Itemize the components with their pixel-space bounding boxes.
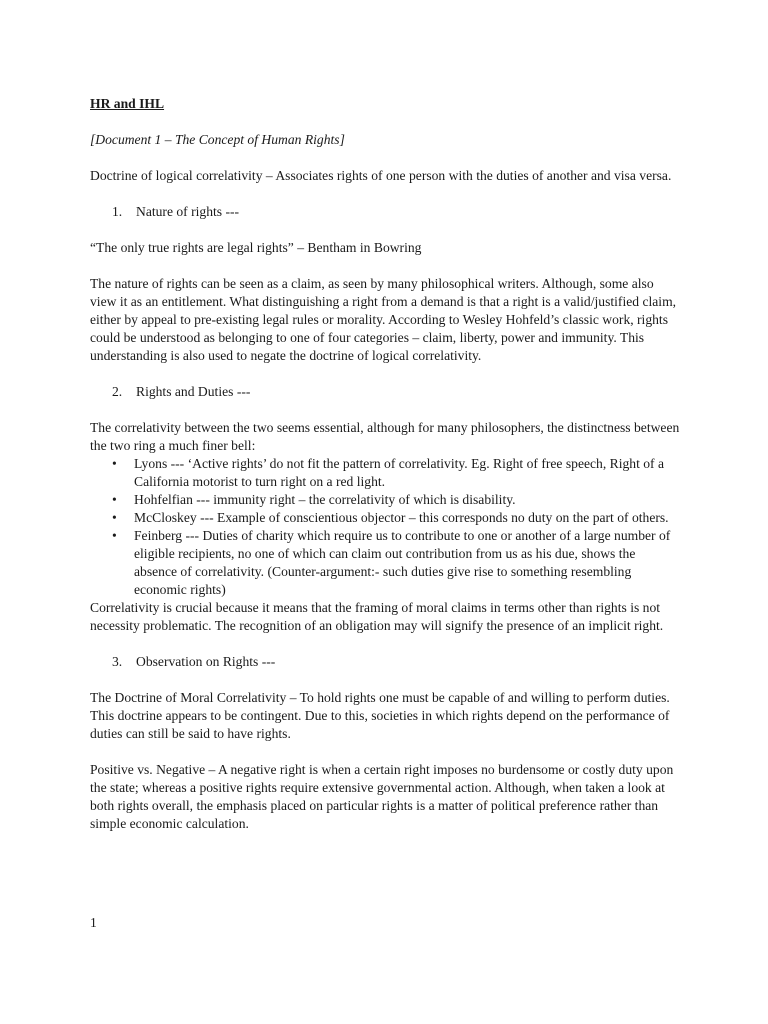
philosopher-bullet-list [90, 455, 680, 599]
section-heading-nature [112, 203, 680, 221]
intro-paragraph: Doctrine of logical correlativity – Associates rights of one person with the duties of another and visa versa. [90, 168, 672, 183]
section-number: 3. [112, 654, 123, 669]
correlativity-paragraph: Correlativity is crucial because it means that the framing of moral claims in terms other than rights is not necessity problematic. The recognition of an obligation may will signify the presence of an implicit right. [90, 600, 664, 633]
bullet-icon: • [112, 528, 117, 543]
list-item [90, 491, 680, 509]
nature-paragraph: The nature of rights can be seen as a claim, as seen by many philosophical writers. Although, some also view it as an entitlement. What distinguishing a right from a demand is that a right is a valid/justified claim, either by appeal to pre-existing legal rules or morality. According to Wesley Hohfeld’s classic work, rights could be understood as belonging to one of four categories – claim, liberty, power and immunity. This understanding is also used to negate the doctrine of logical correlativity. [90, 276, 677, 363]
section-number: 2. [112, 384, 123, 399]
bullet-icon: • [112, 492, 117, 507]
section-number: 1. [112, 204, 123, 219]
section-label: Rights and Duties --- [136, 384, 251, 399]
list-item-text: Feinberg --- Duties of charity which require us to contribute to one or another of a large number of eligible recipients, no one of which can claim out contribution from us as his due, shows the absence of correlativity. (Counter-argument:- such duties give rise to something resembling economic rights) [134, 528, 671, 597]
section-heading-observation [112, 653, 680, 671]
document-title: HR and IHL [90, 96, 165, 111]
document-reference: [Document 1 – The Concept of Human Rights] [90, 132, 345, 147]
bentham-quote: “The only true rights are legal rights” – Bentham in Bowring [90, 240, 422, 255]
list-item [90, 455, 680, 491]
list-item [90, 509, 680, 527]
list-item-text: Hohfelfian --- immunity right – the correlativity of which is disability. [134, 492, 516, 507]
moral-correlativity-paragraph: The Doctrine of Moral Correlativity – To hold rights one must be capable of and willing to perform duties. This doctrine appears to be contingent. Due to this, societies in which rights depend on the performance of duties can still be said to have rights. [90, 690, 670, 741]
section-label: Nature of rights --- [136, 204, 240, 219]
section-heading-duties [112, 383, 680, 401]
page-number: 1 [90, 915, 97, 930]
positive-negative-paragraph: Positive vs. Negative – A negative right is when a certain right imposes no burdensome or costly duty upon the state; whereas a positive rights require extensive governmental action. Although, when taken a look at both rights overall, the emphasis placed on particular rights is a matter of political preference rather than simple economic calculation. [90, 762, 674, 831]
bullet-icon: • [112, 510, 117, 525]
document-body [90, 95, 680, 851]
section-label: Observation on Rights --- [136, 654, 276, 669]
list-item [90, 527, 680, 599]
bullet-icon: • [112, 456, 117, 471]
list-item-text: McCloskey --- Example of conscientious objector – this corresponds no duty on the part of others. [134, 510, 669, 525]
duties-intro-paragraph: The correlativity between the two seems essential, although for many philosophers, the distinctness between the two ring a much finer bell: [90, 420, 680, 453]
list-item-text: Lyons --- ‘Active rights’ do not fit the pattern of correlativity. Eg. Right of free speech, Right of a California motorist to turn right on a red light. [134, 456, 665, 489]
